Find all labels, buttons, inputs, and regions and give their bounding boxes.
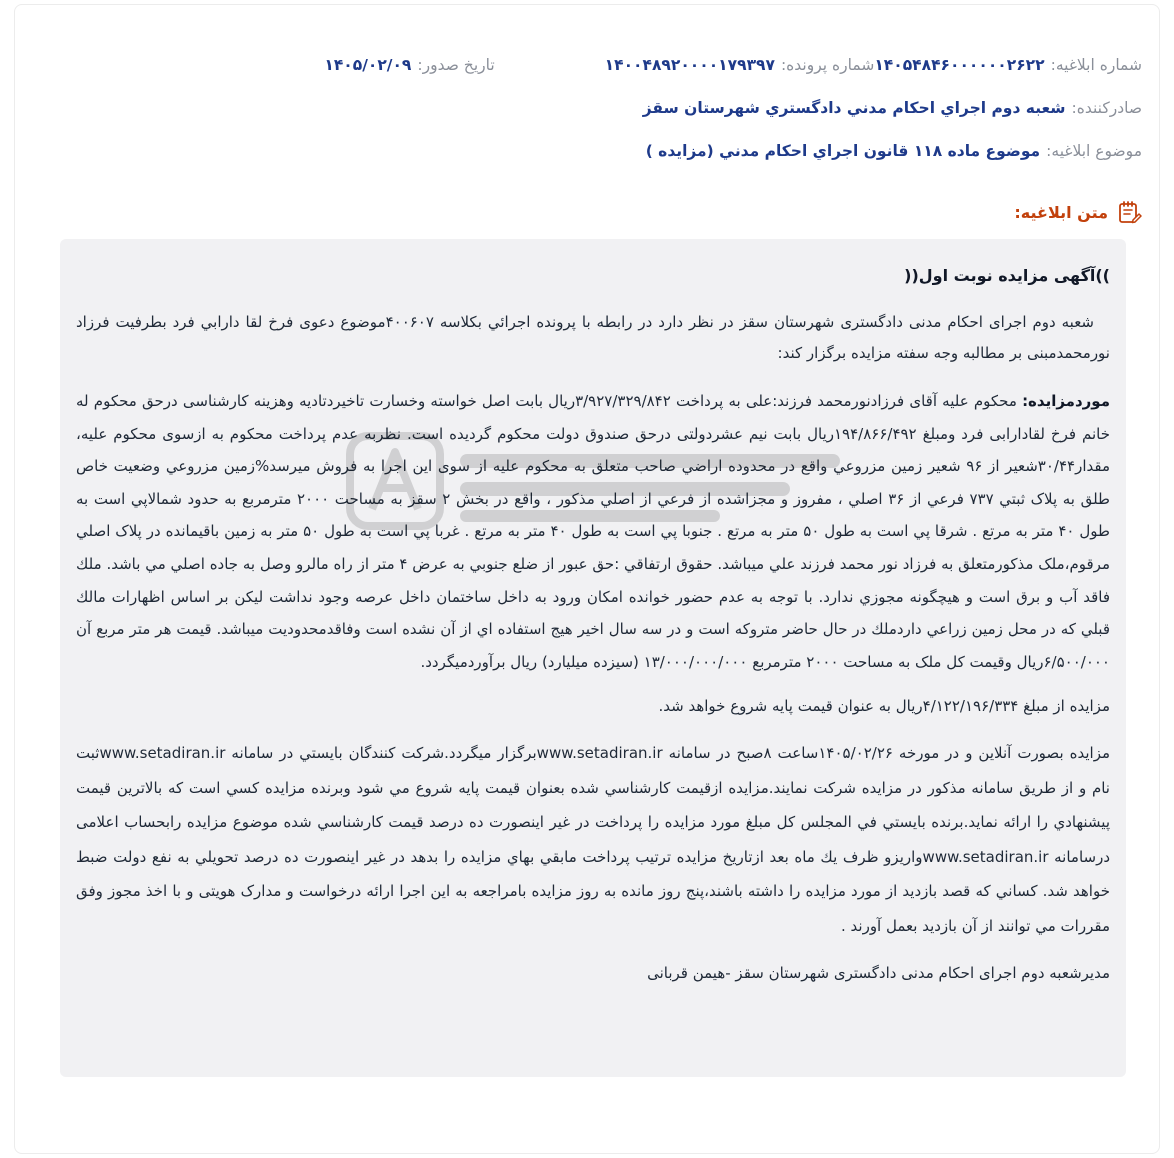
notice-body xyxy=(60,239,1126,1077)
subject-heading: موردمزایده: xyxy=(1022,392,1110,410)
case-number-label: شماره پرونده: xyxy=(780,56,875,74)
case-number xyxy=(605,56,875,74)
subject-label: موضوع ابلاغيه: xyxy=(1046,142,1142,160)
notice-number xyxy=(874,56,1142,74)
notice-number-value: ۱۴۰۵۴۸۴۶۰۰۰۰۰۰۲۶۲۲ xyxy=(874,56,1045,74)
issue-date-label: تاريخ صدور: xyxy=(417,56,495,74)
notice-heading: ))آگهی مزایده نوبت اول(( xyxy=(904,266,1110,285)
subject-text: محکوم علیه آقای فرزادنورمحمد فرزند:علی به پرداخت ۳/۹۲۷/۳۲۹/۸۴۲ریال بابت اصل خواسته وخسارت تاخیردتادیه وهزینه کارشناسی درحق محکوم له خانم فرخ لقادارابی فرد ومبلغ ۱۹۴/۸۶۶/۴۹۲ریال بابت نیم عشردولتی درحق صندوق دولت محکوم گردیده است. نظربه عدم پرداخت محکوم به ازسوی محکوم علیه، مقدار۳۰/۴۴شعیر از ۹۶ شعير زمين مزروعي واقع در محدوده اراضي صاحب متعلق به محکوم علیه از سوی این اجرا به فروش میرسد%زمين مزروعي وضعيت خاص طلق به پلاک ثبتي ۷۳۷ فرعي از ۳۶ اصلي ، مفروز و مجزاشده از فرعي از اصلي مذکور ، واقع در بخش ۲ سقز به مساحت ۲۰۰۰ مترمربع به حدود شمالاپي است به طول ۴۰ متر به مرتع . شرقا پي است به طول ۵۰ متر به مرتع . جنوبا پي است به طول ۴۰ متر به مرتع . غربا پي است به طول ۵۰ متر به زمين باقيمانده در پلاک اصلي مرقوم،ملک مذکورمتعلق به فرزاد نور محمد فرزند علي ميباشد. حقوق ارتفاقي :حق عبور از ضلع جنوبي به عرض ۴ متر از راه مالرو وصل به جاده اصلي مي باشد. ملك فاقد آب و برق است و هيچگونه مجوزي ندارد. با توجه به عدم حضور خوانده امکان ورود به داخل ساختمان داخل عرصه وجود نداشت ليکن بر اساس اظهارات مالك قبلي كه در محل زمين زراعي داردملك در حال حاضر متروكه است و در سه سال اخير هيج استفاده اي از آن نشده است وفاقدمحدوديت ميباشد. قيمت هر متر مربع آن ۶/۵۰۰/۰۰۰ريال وقيمت کل ملک به مساحت ۲۰۰۰ مترمربع ۱۳/۰۰۰/۰۰۰/۰۰۰ (سيزده ميليارد) ريال برآوردميگردد. xyxy=(76,392,1110,671)
note-icon xyxy=(1116,199,1142,225)
issuer-value: شعبه دوم اجراي احکام مدني دادگستري شهرستان سقز xyxy=(642,99,1066,117)
issue-date xyxy=(324,56,494,74)
notice-number-label: شماره ابلاغيه: xyxy=(1050,56,1142,74)
meta-row-issuer xyxy=(32,99,1142,117)
issue-date-value: ۱۴۰۵/۰۲/۰۹ xyxy=(324,56,412,74)
meta-row-numbers xyxy=(32,56,1142,74)
notice-subject xyxy=(76,385,1110,678)
subject-value: موضوع ماده ۱۱۸ قانون اجراي احکام مدني (مزايده ) xyxy=(645,142,1041,160)
notice-start-price: مزایده از مبلغ ۴/۱۲۲/۱۹۶/۳۳۴ریال به عنوان قیمت پایه شروع خواهد شد. xyxy=(658,697,1110,716)
notice-intro: شعبه دوم اجرای احکام مدنی دادگستری شهرستان سقز در نظر دارد در رابطه با پرونده اجرائي بکلاسه ۴۰۰۶۰۷موضوع دعوی فرخ لقا دارابي فرد بطرفیت فرزاد نورمحمدمبنی بر مطالبه وجه سفته مزایده برگزار کند: xyxy=(76,313,1110,362)
section-title-text: متن ابلاغيه: xyxy=(1014,202,1108,222)
issuer-label: صادرکننده: xyxy=(1071,99,1142,117)
notice-signature: مدیرشعبه دوم اجرای احکام مدنی دادگستری شهرستان سقز -هیمن قربانی xyxy=(647,964,1110,983)
notice-online-auction: مزایده بصورت آنلاین و در مورخه ۱۴۰۵/۰۲/۲۶ساعت ۸صبح در سامانه www.setadiran.irبرگزار میگردد.شرکت کنندگان بايستي در سامانه www.setadiran.irثبت نام و از طريق سامانه مذكور در مزايده شركت نمايند.مزايده ازقيمت کارشناسي شده بعنوان قيمت پايه شروع مي شود وبرنده مزايده کسي است که بالاترين قيمت پيشنهادي را ارائه نمايد.برنده بايستي في المجلس کل مبلغ مورد مزايده را پرداخت در غير اينصورت ده درصد قيمت کارشناسي شده موضوع مزايده رابحساب اعلامی درسامانه www.setadiran.irواريزو ظرف يك ماه بعد ازتاريخ مزايده ترتيب پرداخت مابقي بهاي مزايده را بدهد در غير اينصورت ده درصد تحويلي به نفع دولت ضبط خواهد شد. کساني که قصد بازديد از مورد مزايده را داشته باشند،پنج روز مانده به روز مزايده بامراجعه به اين اجرا ارائه درخواست و مدارک هويتی و با اخذ مجوز وفق مقررات مي توانند از آن بازديد بعمل آورند . xyxy=(76,744,1111,935)
section-title xyxy=(1014,199,1142,225)
case-number-value: ۱۴۰۰۴۸۹۲۰۰۰۰۱۷۹۳۹۷ xyxy=(604,56,775,74)
meta-row-subject xyxy=(32,142,1142,160)
